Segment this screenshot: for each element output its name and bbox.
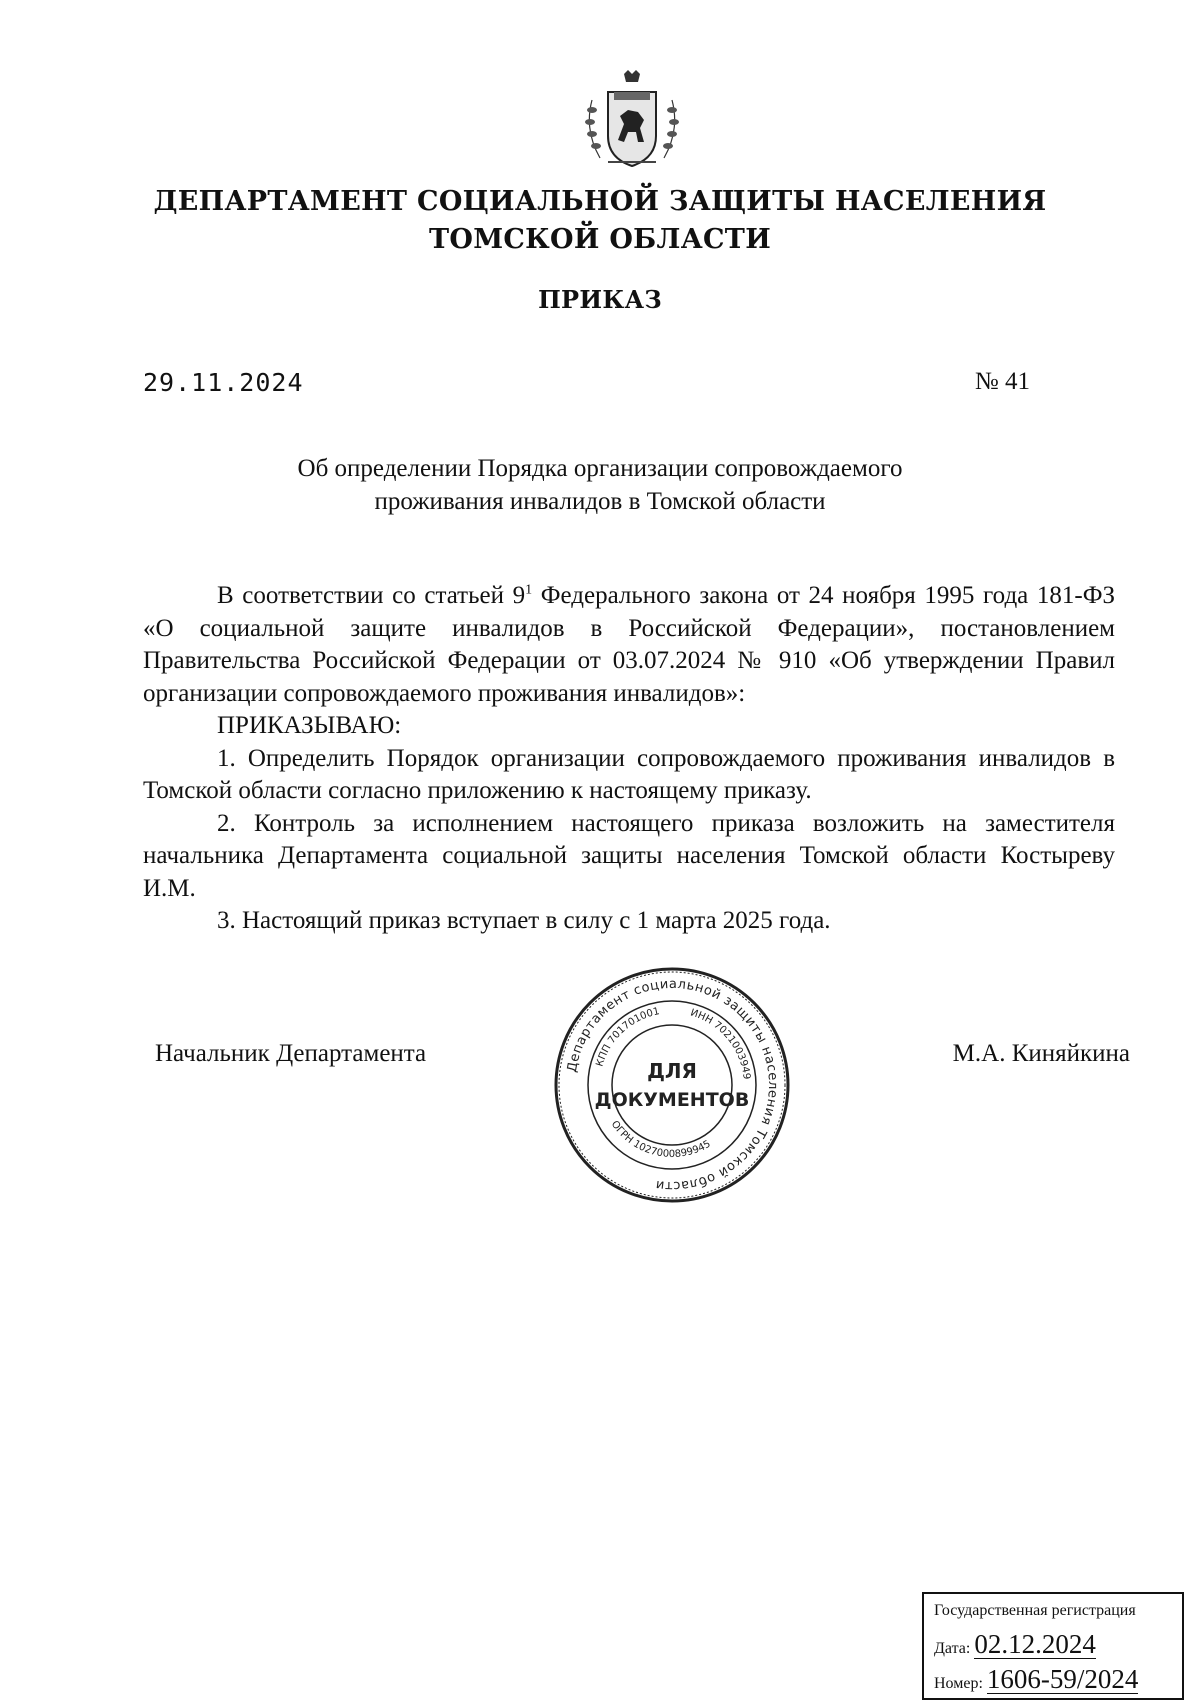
order-word: ПРИКАЗЫВАЮ: [217,712,402,739]
article-superscript: 1 [525,582,533,598]
order-item-3: 3. Настоящий приказ вступает в силу с 1 марта 2025 года. [217,907,831,934]
registration-date-value: 02.12.2024 [974,1629,1096,1659]
signatory-name: М.А. Киняйкина [952,1040,1130,1067]
title-line1: Об определении Порядка организации сопровождаемого [297,455,903,482]
org-name-line1: ДЕПАРТАМЕНТ СОЦИАЛЬНОЙ ЗАЩИТЫ НАСЕЛЕНИЯ [153,186,1047,217]
preamble-text-rest: Федерального закона от 24 ноября 1995 года 181-ФЗ «О социальной защите инвалидов в Российской Федерации», постановлением Правительства Российской Федерации от 03.07.2024 № 910 «Об утверждении Правил организации сопровождаемого проживания инвалидов»: [143,582,1116,707]
registration-date-row [934,1630,1172,1659]
registration-box [922,1592,1184,1700]
org-name-line2: ТОМСКОЙ ОБЛАСТИ [428,224,772,255]
document-body [143,580,1115,938]
seal-ogrn-text: ОГРН 1027000899945 [608,1118,713,1161]
svg-text:Департамент социальной защиты [565,977,780,1193]
document-type: ПРИКАЗ [538,285,662,314]
document-title [200,452,1000,518]
seal-kpp-text: КПП 701701001 [594,1006,661,1069]
seal-center-line1: ДЛЯ [647,1059,697,1083]
seal-outer-text: Департамент социальной защиты населения Томской области [564,976,781,1194]
order-item-1: 1. Определить Порядок организации сопровождаемого проживания инвалидов в Томской области согласно приложению к настоящему приказу. [143,744,1115,804]
registration-number-value: 1606-59/2024 [986,1664,1139,1694]
order-item-2: 2. Контроль за исполнением настоящего приказа возложить на заместителя начальника Департамента социальной защиты населения Томской области Костыреву И.М. [143,809,1115,902]
seal-center-line2: ДОКУМЕНТОВ [594,1089,750,1111]
seal-inn-text: ИНН 7021003949 [688,1007,752,1081]
registration-number-row [934,1665,1172,1694]
document-number: № 41 [974,368,1030,395]
signatory-position: Начальник Департамента [155,1040,427,1067]
title-line2: проживания инвалидов в Томской области [374,488,826,515]
official-seal-stamp [553,966,791,1204]
preamble-paragraph [143,580,1115,710]
coat-of-arms-emblem [578,70,686,174]
preamble-text-start: В соответствии со статьей 9 [217,582,526,609]
registration-title: Государственная регистрация [934,1602,1136,1619]
registration-number-label: Номер: [934,1675,983,1692]
document-date: 29.11.2024 [143,368,304,397]
registration-date-label: Дата: [934,1640,971,1657]
